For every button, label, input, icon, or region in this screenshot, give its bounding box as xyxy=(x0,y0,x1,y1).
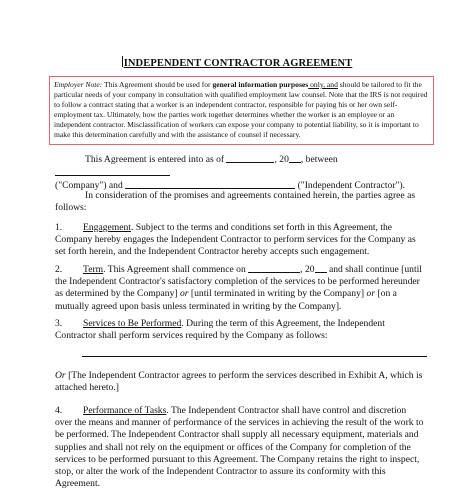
section-4-heading: Performance of Tasks xyxy=(83,405,167,416)
section-1-heading: Engagement xyxy=(83,222,131,233)
section-3-heading: Services to Be Performed xyxy=(83,318,182,329)
services-blank-line[interactable] xyxy=(82,356,427,357)
year-blank[interactable] xyxy=(289,153,301,163)
consideration-paragraph: In consideration of the promises and agreements contained herein, the parties agree as follows: xyxy=(55,190,416,214)
section-3: 3. Services to Be Performed. During the term of this Agreement, the Independent Contractor shall perform services required by the Company as follows: xyxy=(55,318,385,342)
section-4: 4. Performance of Tasks. The Independent Contractor shall have control and discretion over the means and manner of performance of the services in achieving the result of the work to be performed. The Independent Contractor shall supply all necessary equipment, materials and supplies and shall not rely on the equipment or offices of the Company for completion of the services to be performed pursuant to this Agreement. The Company retains the right to inspect, stop, or alter the work of the Independent Contractor to assure its conformity with this Agreement. xyxy=(55,405,424,490)
section-1: 1. Engagement. Subject to the terms and conditions set forth in this Agreement, the Company hereby engages the Independent Contractor to perform services for the Company as set forth herein, and the Independent Contractor hereby accepts such engagement. xyxy=(55,222,416,258)
section-2: 2. Term. This Agreement shall commence on , 20 and shall continue [until the Independent Contractor's satisfactory completion of the services to be performed hereunder as determined by the Company] or [until terminated in writing by the Company] or [on a mutually agreed upon basis unless terminated in writing by the Company]. xyxy=(55,264,422,312)
note-text-1: This Agreement should be used for xyxy=(102,80,213,89)
document-title: INDEPENDENT CONTRACTOR AGREEMENT xyxy=(123,58,353,69)
contractor-blank[interactable] xyxy=(125,179,295,189)
intro-paragraph: This Agreement is entered into as of , 20 , between ("Company") and ("Independent Contractor"). xyxy=(55,154,406,192)
company-blank[interactable] xyxy=(55,166,170,176)
note-text-3: should be tailored to fit the particular needs of your company in consultation with qualified employment law counsel. Note that the IRS is not required to follow a contract stating that a worker is an independent contractor, responsible for paying his or her own self-employment tax. Ultimately, how the parties work together determines whether the worker is an employee or an independent contractor. Misclassification of workers can expose your company to potential liability, so it is important to make this determination carefully and with the assistance of counsel if necessary. xyxy=(54,80,428,140)
commence-year-blank[interactable] xyxy=(315,263,327,273)
date-blank[interactable] xyxy=(226,153,274,163)
note-label: Employer Note: xyxy=(54,80,103,89)
employer-note-box xyxy=(49,76,434,145)
or-clause: Or [The Independent Contractor agrees to perform the services described in Exhibit A, which is attached hereto.] xyxy=(55,370,423,394)
note-bold: general information purposes xyxy=(212,80,309,89)
note-text-2: only, and xyxy=(308,80,338,89)
text-cursor xyxy=(122,56,123,67)
commence-date-blank[interactable] xyxy=(248,263,300,273)
section-2-heading: Term xyxy=(83,264,104,275)
